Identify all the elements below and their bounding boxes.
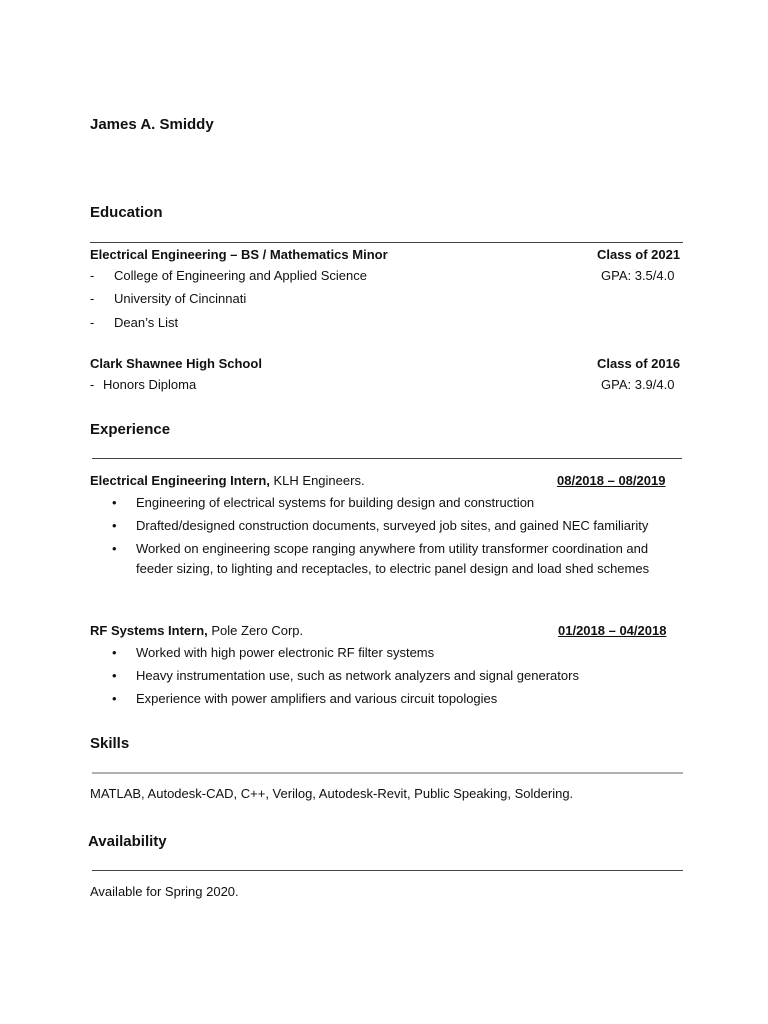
high-school-class-year: Class of 2016 — [597, 356, 681, 371]
degree-title: Electrical Engineering – BS / Mathematics Minor — [90, 247, 388, 262]
skills-text: MATLAB, Autodesk-CAD, C++, Verilog, Autodesk-Revit, Public Speaking, Soldering. — [90, 786, 574, 801]
degree-class-year: Class of 2021 — [597, 247, 681, 262]
skills-divider — [92, 772, 683, 774]
bullet-icon: • — [112, 541, 117, 556]
bullet-icon: • — [112, 518, 117, 533]
list-item: • Heavy instrumentation use, such as network analyzers and signal generators — [112, 666, 692, 686]
high-school-title: Clark Shawnee High School — [90, 356, 262, 371]
list-item: • Experience with power amplifiers and various circuit topologies — [112, 689, 692, 709]
job-company: KLH Engineers. — [269, 473, 365, 488]
education-divider — [90, 242, 683, 243]
list-item: • Engineering of electrical systems for building design and construction — [112, 493, 692, 513]
availability-text: Available for Spring 2020. — [90, 884, 239, 899]
degree-gpa: GPA: 3.5/4.0 — [601, 268, 675, 283]
bullet-icon: • — [112, 668, 117, 683]
candidate-name: James A. Smiddy — [90, 116, 214, 133]
experience-heading: Experience — [90, 421, 171, 438]
list-item: • Worked on engineering scope ranging anywhere from utility transformer coordination and feeder sizing, to lighting and receptacles, to electric panel design and load shed schemes — [112, 541, 650, 576]
bullet-icon: • — [112, 495, 117, 510]
job-role: Electrical Engineering Intern, — [90, 473, 270, 488]
list-item: • Drafted/designed construction documents, surveyed job sites, and gained NEC familiarity — [112, 516, 692, 536]
education-heading: Education — [90, 204, 163, 221]
job-title-line — [90, 473, 365, 489]
job-role: RF Systems Intern, — [90, 623, 208, 638]
list-item: - College of Engineering and Applied Science — [90, 268, 367, 283]
high-school-gpa: GPA: 3.9/4.0 — [601, 377, 675, 392]
availability-divider — [92, 870, 683, 871]
job-dates: 01/2018 – 04/2018 — [558, 623, 667, 638]
experience-divider — [92, 458, 682, 459]
list-item: • Worked with high power electronic RF filter systems — [112, 643, 692, 663]
bullet-icon: • — [112, 691, 117, 706]
list-item: - Dean’s List — [90, 315, 179, 330]
skills-heading: Skills — [90, 735, 130, 752]
availability-heading: Availability — [88, 833, 167, 850]
job-title-line — [90, 623, 303, 639]
list-item: - University of Cincinnati — [90, 291, 247, 306]
job-company: Pole Zero Corp. — [207, 623, 304, 638]
list-item: - Honors Diploma — [90, 377, 197, 392]
bullet-icon: • — [112, 645, 117, 660]
job-dates: 08/2018 – 08/2019 — [557, 473, 666, 488]
